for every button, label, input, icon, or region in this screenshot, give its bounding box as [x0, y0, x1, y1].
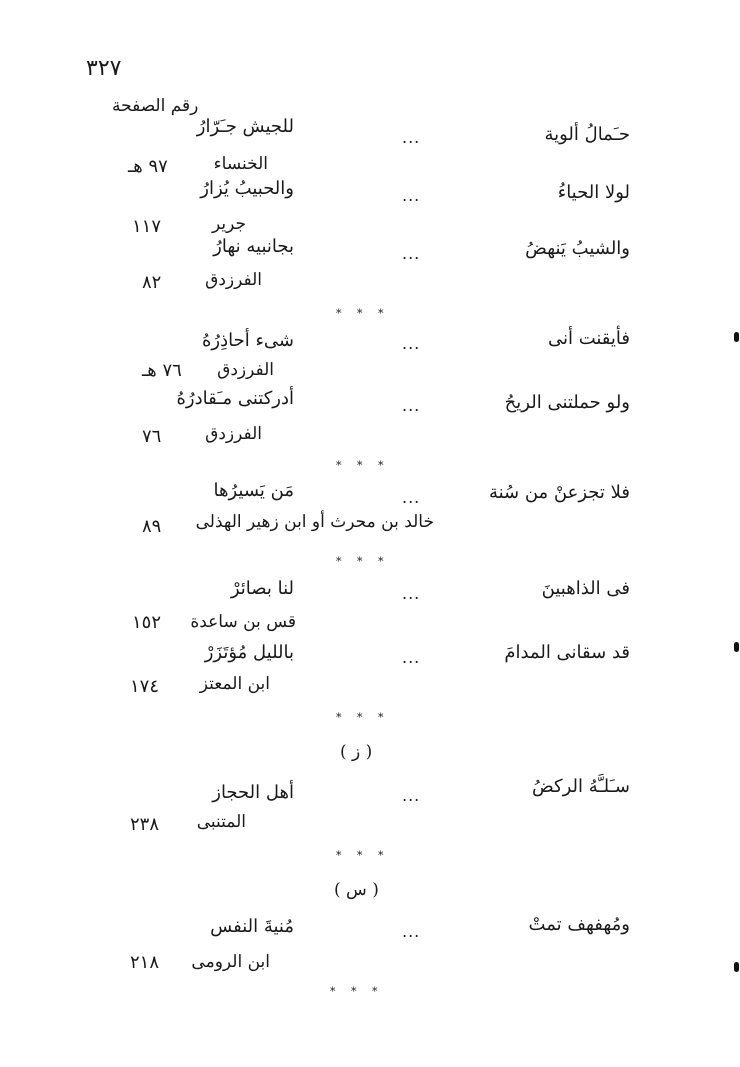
page-number: ٣٢٧ [86, 56, 122, 81]
verse-second-hemistich: لنا بصائرْ [230, 578, 294, 599]
section-separator: * * * [336, 459, 390, 472]
page-reference: ١٥٢ [132, 612, 162, 633]
page-reference: ٢٣٨ [130, 814, 160, 835]
verse-second-hemistich: مُنيةَ النفس [210, 916, 294, 937]
ellipsis: ... [402, 244, 421, 263]
verse-second-hemistich: والحبيبُ يُزارُ [200, 178, 294, 199]
ellipsis: ... [402, 128, 421, 147]
verse-first-hemistich: والشيبُ يَنهضُ [525, 238, 630, 259]
scan-mark [734, 962, 739, 972]
ellipsis: ... [402, 396, 421, 415]
verse-second-hemistich: للجيش جـَرّارُ [196, 116, 294, 137]
poet-name: خالد بن محرث أو ابن زهير الهذلى [195, 512, 434, 532]
poet-name: الفرزدق [217, 360, 274, 380]
letter-heading: ( س ) [334, 880, 379, 900]
verse-second-hemistich: بالليل مُؤتَزَرْ [204, 642, 294, 663]
verse-first-hemistich: حـَمالُ ألوية [544, 124, 630, 145]
poet-name: الفرزدق [205, 424, 262, 444]
poet-name: قس بن ساعدة [190, 612, 296, 632]
poet-name: الفرزدق [205, 270, 262, 290]
page-reference: ٨٩ [142, 516, 162, 537]
poet-name: الخنساء [213, 154, 268, 174]
verse-second-hemistich: أهل الحجاز [212, 782, 294, 803]
verse-first-hemistich: فأيقنت أنى [547, 328, 630, 349]
ellipsis: ... [402, 922, 421, 941]
verse-first-hemistich: قد سقانى المدامَ [504, 642, 630, 663]
verse-first-hemistich: ومُهفهف تمتْ [528, 914, 630, 935]
ellipsis: ... [402, 584, 421, 603]
section-separator: * * * [336, 555, 390, 568]
verse-second-hemistich: مَن يَسيرُها [213, 480, 294, 501]
verse-first-hemistich: لولا الحياءُ [557, 182, 630, 203]
verse-second-hemistich: بجانبيه نهارُ [213, 236, 294, 257]
verse-second-hemistich: شىء أحاذِرُهُ [201, 330, 294, 351]
page-reference: ٩٧ هـ [128, 156, 168, 177]
scan-mark [734, 642, 739, 652]
page-reference: ٧٦ [142, 426, 162, 447]
poet-name: المتنبى [196, 812, 246, 832]
ellipsis: ... [402, 334, 421, 353]
poet-name: جرير [212, 214, 246, 234]
ellipsis: ... [402, 648, 421, 667]
ellipsis: ... [402, 786, 421, 805]
scan-mark [734, 332, 739, 342]
verse-first-hemistich: فلا تجزعنْ من سُنة [488, 482, 630, 503]
page-reference: ٨٢ [142, 272, 162, 293]
section-separator: * * * [336, 711, 390, 724]
poet-name: ابن الرومى [191, 952, 270, 972]
ellipsis: ... [402, 186, 421, 205]
page-reference: ٧٦ هـ [142, 360, 182, 381]
section-separator: * * * [336, 849, 390, 862]
verse-first-hemistich: فى الذاهبينَ [541, 578, 630, 599]
verse-first-hemistich: سـَلـَّهُ الركضُ [532, 776, 630, 797]
verse-second-hemistich: أدركتنى مـَقادرُهُ [176, 388, 294, 409]
poet-name: ابن المعتز [199, 674, 270, 694]
page-reference: ١٧٤ [130, 676, 160, 697]
section-separator: * * * [336, 307, 390, 320]
letter-heading: ( ز ) [340, 742, 373, 762]
column-heading: رقم الصفحة [112, 96, 199, 116]
page-reference: ٢١٨ [130, 952, 160, 973]
page-reference: ١١٧ [132, 216, 162, 237]
ellipsis: ... [402, 488, 421, 507]
verse-first-hemistich: ولو حملتنى الريحُ [504, 392, 630, 413]
section-separator: * * * [330, 985, 384, 998]
